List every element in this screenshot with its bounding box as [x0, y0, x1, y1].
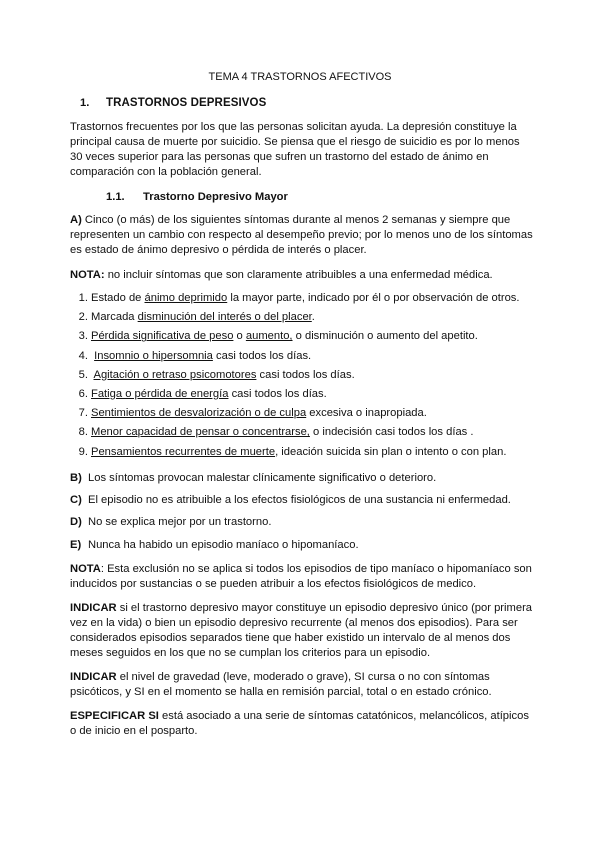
item-text: casi todos los días. [212, 349, 312, 362]
criterion-c [70, 493, 540, 508]
item-text: casi todos los días. [256, 368, 355, 381]
item-key-symptom: aumento, [245, 330, 293, 343]
item-key-symptom: Sentimientos de desvalorización o de culpa [91, 407, 307, 420]
item-text: Marcada [91, 311, 138, 324]
item-key-symptom: Agitación o retraso psicomotores [93, 368, 257, 381]
criterion-label: B) [70, 472, 82, 484]
item-number: 7. [78, 407, 88, 420]
item-text: o disminución o aumento del apetito. [292, 330, 478, 343]
criterion-a [70, 213, 540, 258]
list-item [70, 406, 540, 425]
especificar [70, 709, 532, 739]
item-number: 3. [78, 330, 88, 343]
item-text: o [233, 330, 246, 343]
criterion-label: D) [70, 516, 82, 528]
indicar-2-text: el nivel de gravedad (leve, moderado o grave), SI cursa o no con síntomas psicóticos, y SI en el momento se halla en remisión parcial, total o en estado crónico. [70, 671, 492, 698]
criterion-a-label: A) [70, 214, 82, 226]
criterion-text: Los síntomas provocan malestar clínicamente significativo o deterioro. [88, 472, 437, 484]
nota-1 [70, 268, 550, 283]
indicar-1-text: si el trastorno depresivo mayor constituye un episodio depresivo único (por primera vez en la vida) o bien un episodio depresivo recurrente (al menos dos episodios). Para ser considerados episodios separados tiene que haber existido un intervalo de al menos dos meses seguidos en los que no se cumplan los criterios para un episodio. [70, 602, 533, 659]
criterion-b [70, 471, 540, 486]
criterion-label: E) [70, 539, 82, 551]
item-text: Estado de [91, 292, 145, 304]
criterion-a-text: Cinco (o más) de los siguientes síntomas durante al menos 2 semanas y siempre que representen un cambio con respecto al desempeño previo; por lo menos uno de los síntomas es estado de ánimo depresivo o pérdida de interés o placer. [70, 214, 533, 256]
nota-1-text: no incluir síntomas que son claramente atribuibles a una enfermedad médica. [104, 269, 493, 281]
list-item [70, 329, 540, 348]
intro-text: Trastornos frecuentes por los que las personas solicitan ayuda. La depresión constituye la principal causa de muerte por suicidio. Se piensa que el riesgo de suicidio es por lo menos 30 veces superior para las personas que sufren un trastorno del estado de ánimo en comparación con la población general. [70, 121, 520, 178]
item-key-symptom: Pensamientos recurrentes de muerte [91, 445, 276, 458]
criterion-text: El episodio no es atribuible a los efectos fisiológicos de una sustancia ni enfermedad. [88, 494, 511, 506]
section-heading: TRASTORNOS DEPRESIVOS [106, 97, 267, 109]
item-key-symptom: Menor capacidad de pensar o concentrarse, [91, 426, 310, 439]
criterion-text: No se explica mejor por un trastorno. [88, 516, 272, 528]
section-number: 1. [80, 97, 90, 109]
item-text: la mayor parte, indicado por él o por observación de otros. [227, 292, 520, 304]
item-key-symptom: Pérdida significativa de peso [91, 330, 234, 343]
subsection-heading: Trastorno Depresivo Mayor [143, 191, 288, 203]
item-text: excesiva o inapropiada. [306, 407, 427, 420]
list-item [70, 368, 540, 387]
especificar-label: ESPECIFICAR SI [70, 710, 159, 722]
indicar-1-label: INDICAR [70, 602, 117, 614]
subsection-number: 1.1. [106, 191, 125, 203]
nota-2-label: NOTA [70, 563, 101, 575]
item-key-symptom: disminución del interés o del placer [137, 311, 312, 324]
item-number: 5. [78, 368, 88, 381]
list-item [70, 425, 540, 444]
indicar-2-label: INDICAR [70, 671, 117, 683]
list-item [70, 445, 540, 464]
page-title: TEMA 4 TRASTORNOS AFECTIVOS [208, 71, 392, 83]
criterion-text: Nunca ha habido un episodio maníaco o hipomaníaco. [88, 539, 359, 551]
nota-2-text: : Esta exclusión no se aplica si todos los episodios de tipo maníaco o hipomaníaco son inducidos por sustancias o se pueden atribuir a los efectos fisiológicos de medico. [70, 563, 532, 590]
criterion-d [70, 515, 540, 530]
item-key-symptom: ánimo deprimido [144, 292, 228, 304]
item-text: , ideación suicida sin plan o intento o con plan. [275, 445, 507, 458]
list-item [70, 349, 540, 368]
symptom-list [70, 291, 540, 464]
item-key-symptom: Fatiga o pérdida de energía [91, 387, 229, 400]
item-number: 4. [78, 349, 88, 362]
list-item [70, 310, 540, 329]
item-text: . [311, 311, 315, 324]
list-item [70, 387, 540, 406]
criterion-label: C) [70, 494, 82, 506]
nota-2 [70, 562, 540, 592]
item-key-symptom: Insomnio o hipersomnia [94, 349, 213, 362]
item-number: 6. [78, 387, 88, 400]
item-number: 1. [78, 292, 88, 304]
criterion-e [70, 538, 540, 553]
item-number: 9. [78, 445, 88, 458]
indicar-1 [70, 601, 532, 661]
item-text: o indecisión casi todos los días . [309, 426, 474, 439]
intro-paragraph [70, 120, 532, 180]
list-item [70, 291, 540, 310]
item-text: casi todos los días. [228, 387, 327, 400]
nota-1-label: NOTA: [70, 269, 105, 281]
especificar-text: está asociado a una serie de síntomas catatónicos, melancólicos, atípicos o de inicio en el posparto. [70, 710, 529, 737]
item-number: 8. [78, 426, 88, 439]
item-number: 2. [78, 311, 88, 324]
indicar-2 [70, 670, 532, 700]
